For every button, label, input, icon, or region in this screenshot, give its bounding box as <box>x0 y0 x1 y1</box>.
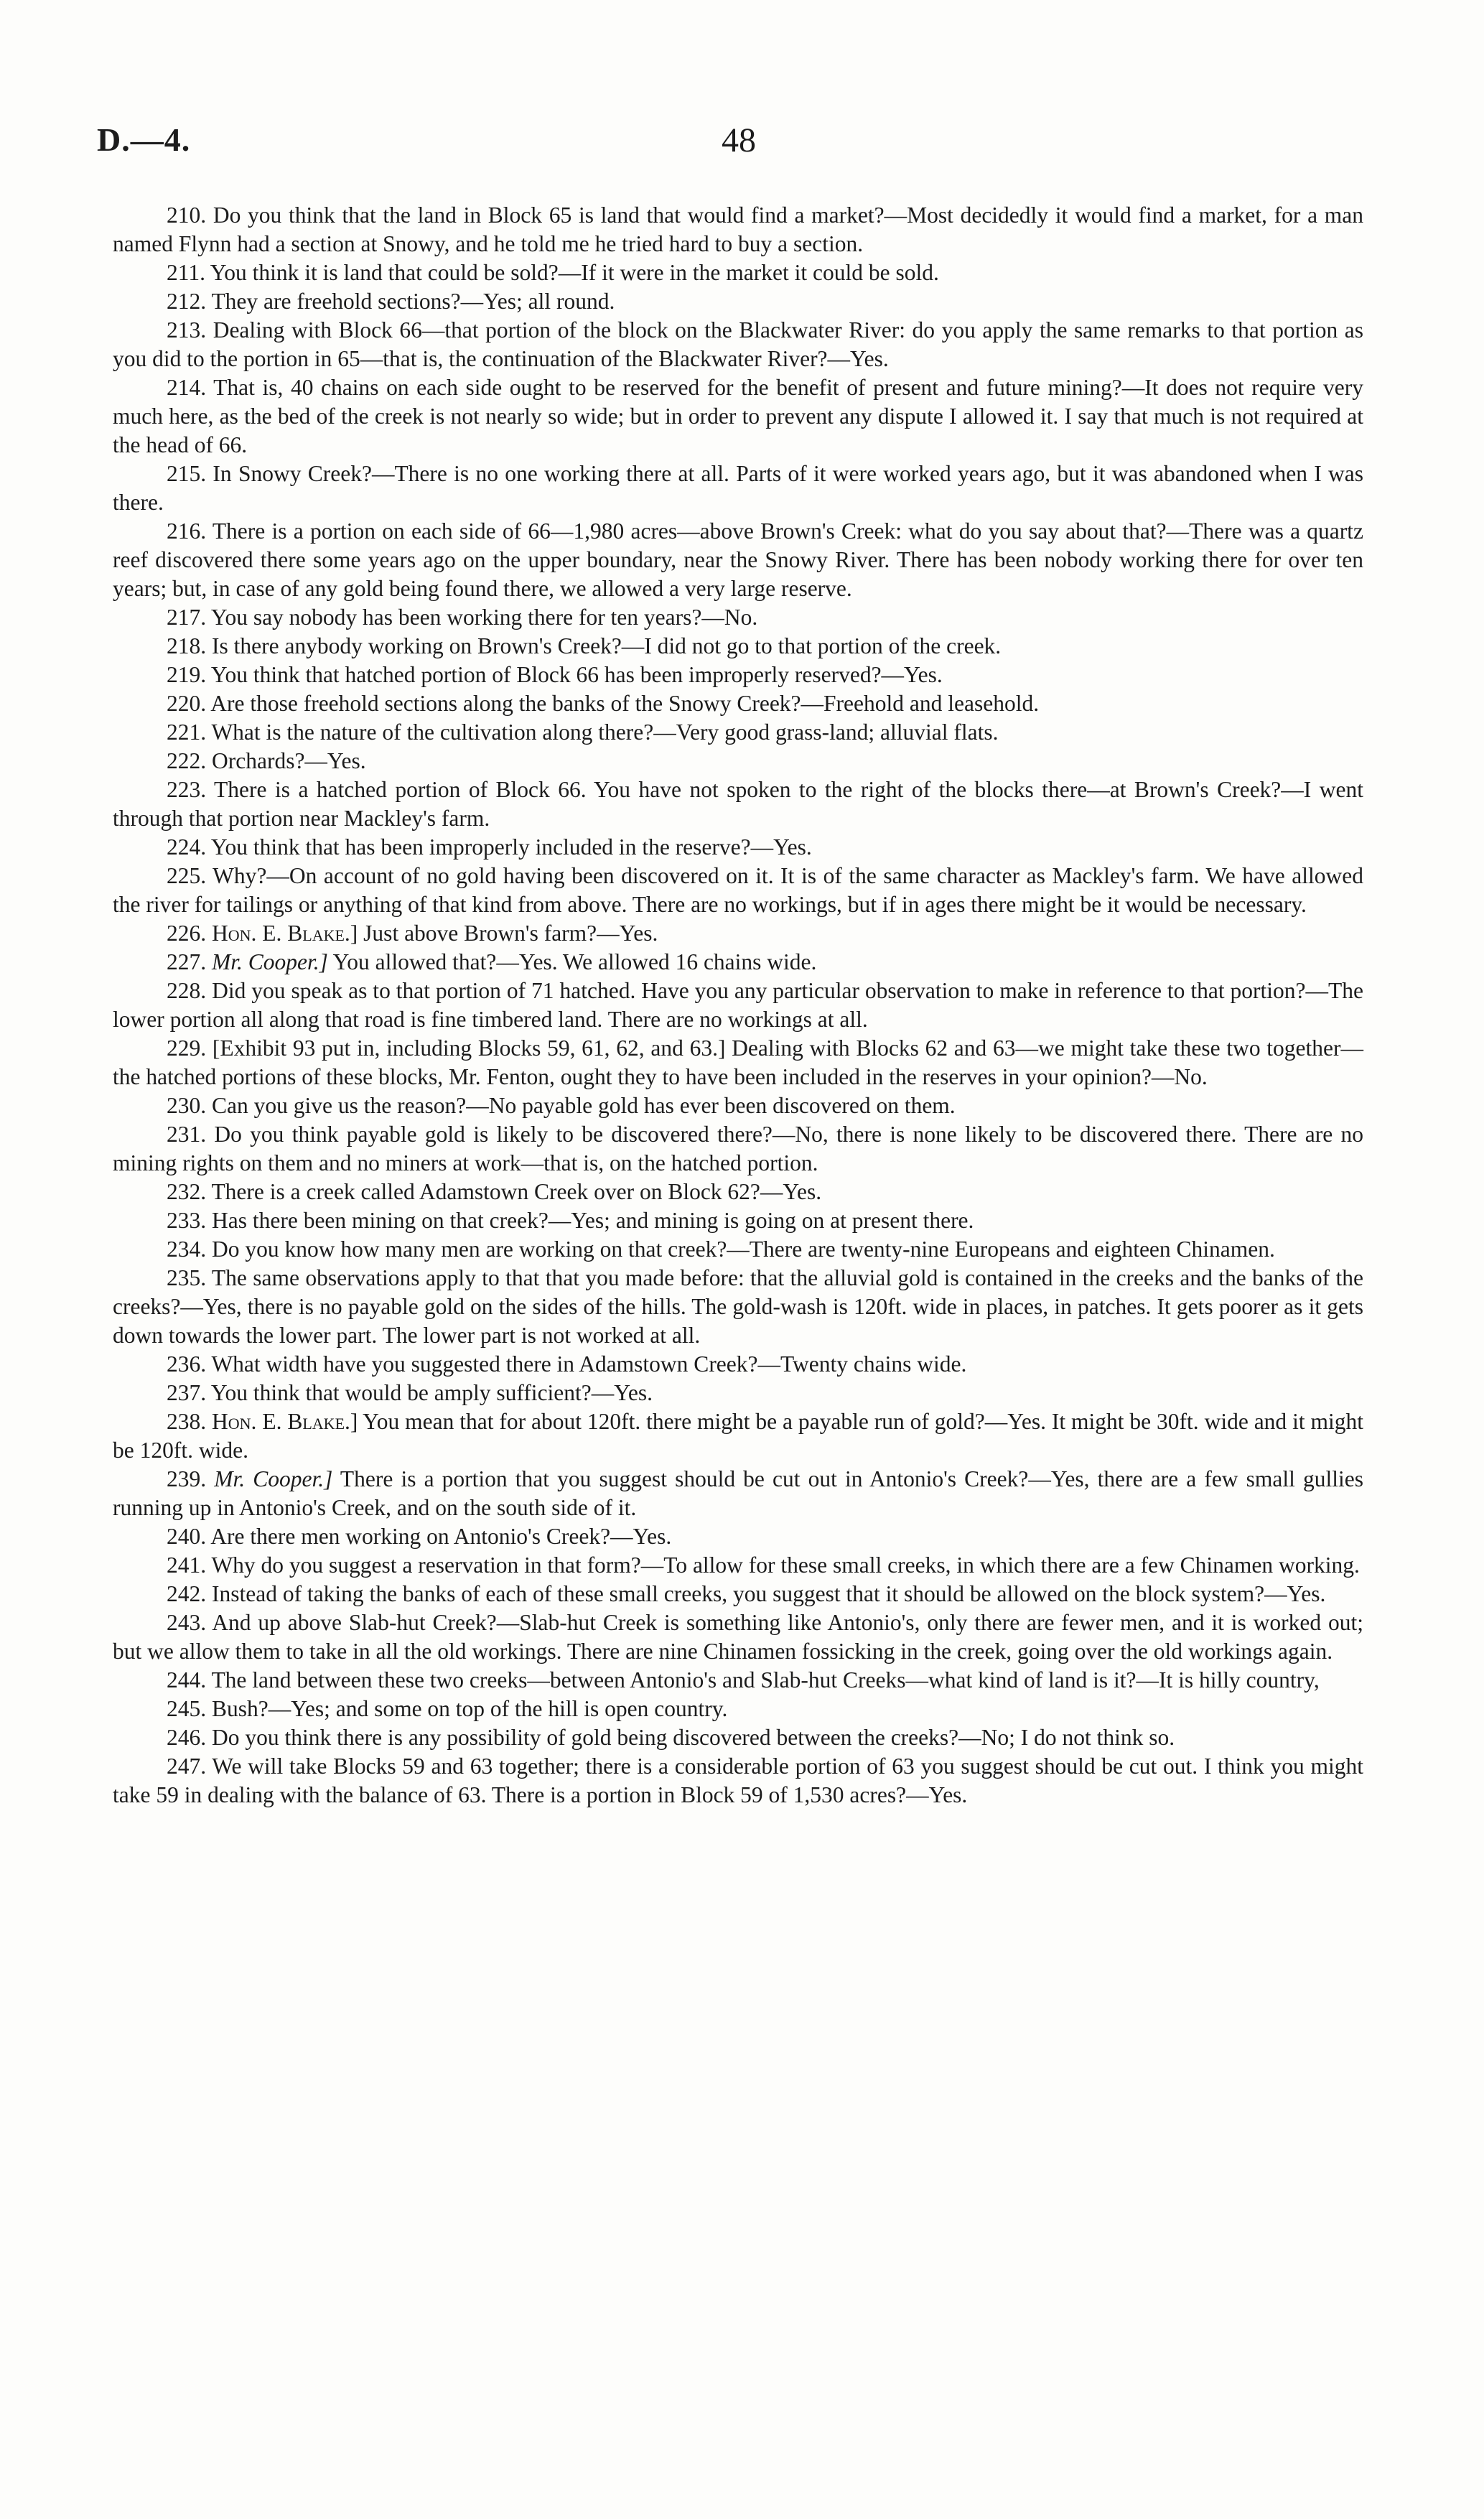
question-answer-text: Why?—On account of no gold having been discovered on it. It is of the same character as Mackley's farm. We have allowed the river for tailings or anything of that kind from above. There are no workings, but if in ages there might be it would be necessary. <box>113 863 1363 917</box>
question-answer-text: There is a hatched portion of Block 66. You have not spoken to the right of the blocks there—at Brown's Creek?—I went through that portion near Mackley's farm. <box>113 777 1363 831</box>
question-answer-text: The same observations apply to that that you made before: that the alluvial gold is contained in the creeks and the banks of the creeks?—Yes, there is no payable gold on the sides of the hills. The gold-wash is 120ft. wide in places, in patches. It gets poorer as it gets down towards the lower part. The lower part is not worked at all. <box>113 1265 1363 1348</box>
testimony-paragraph <box>113 1723 1363 1752</box>
testimony-paragraph <box>113 718 1363 747</box>
testimony-paragraph <box>113 201 1363 259</box>
question-number: 216. <box>167 518 207 544</box>
testimony-paragraph <box>113 1522 1363 1551</box>
testimony-paragraph <box>113 373 1363 460</box>
page-number: 48 <box>722 121 756 159</box>
question-number: 239. <box>167 1466 207 1491</box>
question-number: 210. <box>167 202 207 228</box>
question-number: 226. <box>167 921 207 946</box>
question-answer-text: Is there anybody working on Brown's Creek?—I did not go to that portion of the creek. <box>212 633 1002 658</box>
speaker-label: Hon. E. Blake.] <box>212 921 358 946</box>
testimony-paragraph <box>113 1178 1363 1206</box>
testimony-paragraph <box>113 1551 1363 1580</box>
testimony-paragraph <box>113 517 1363 603</box>
question-number: 243. <box>167 1610 207 1635</box>
question-number: 233. <box>167 1208 207 1233</box>
question-answer-text: You think that would be amply sufficient?—Yes. <box>210 1380 653 1405</box>
testimony-paragraph <box>113 1350 1363 1379</box>
question-number: 231. <box>167 1122 207 1147</box>
question-number: 221. <box>167 720 207 745</box>
question-answer-text: You think that has been improperly included in the reserve?—Yes. <box>210 834 812 860</box>
testimony-paragraph <box>113 1465 1363 1522</box>
testimony-paragraph <box>113 1034 1363 1091</box>
question-answer-text: Bush?—Yes; and some on top of the hill is open country. <box>212 1696 728 1721</box>
question-answer-text: You allowed that?—Yes. We allowed 16 chains wide. <box>332 949 817 974</box>
question-number: 246. <box>167 1725 207 1750</box>
question-answer-text: Did you speak as to that portion of 71 hatched. Have you any particular observation to make in reference to that portion?—The lower portion all along that road is fine timbered land. There are no workings at all. <box>113 978 1363 1032</box>
question-answer-text: And up above Slab-hut Creek?—Slab-hut Creek is something like Antonio's, only there are fewer men, and it is worked out; but we allow them to take in all the old workings. There are nine Chinamen fossicking in the creek, going over the old workings again. <box>113 1610 1363 1664</box>
question-answer-text: [Exhibit 93 put in, including Blocks 59, 61, 62, and 63.] Dealing with Blocks 62 and 63—we might take these two together—the hatched portions of these blocks, Mr. Fenton, ought they to have been included in the reserves in your opinion?—No. <box>113 1035 1364 1089</box>
question-number: 217. <box>167 605 207 630</box>
question-number: 245. <box>167 1696 207 1721</box>
question-answer-text: You say nobody has been working there for ten years?—No. <box>210 605 758 630</box>
question-answer-text: You mean that for about 120ft. there might be a payable run of gold?—Yes. It might be 30ft. wide and it might be 120ft. wide. <box>113 1409 1363 1463</box>
question-number: 236. <box>167 1351 207 1377</box>
question-answer-text: Why do you suggest a reservation in that form?—To allow for these small creeks, in which there are a few Chinamen working. <box>211 1552 1360 1578</box>
testimony-paragraph <box>113 948 1363 977</box>
question-number: 224. <box>167 834 207 860</box>
speaker-label: Mr. Cooper.] <box>212 949 328 974</box>
testimony-paragraph <box>113 287 1363 316</box>
document-reference: D.—4. <box>97 121 191 158</box>
question-answer-text: Do you think that the land in Block 65 is land that would find a market?—Most decidedly it would find a market, for a man named Flynn had a section at Snowy, and he told me he tried hard to buy a section. <box>113 202 1363 256</box>
question-answer-text: Dealing with Block 66—that portion of the block on the Blackwater River: do you apply the same remarks to that portion as you did to the portion in 65—that is, the continuation of the Blackwater River?—Yes. <box>113 317 1364 371</box>
question-answer-text: In Snowy Creek?—There is no one working there at all. Parts of it were worked years ago, but it was abandoned when I was there. <box>113 461 1364 515</box>
question-number: 211. <box>167 260 205 285</box>
testimony-paragraph <box>113 1407 1363 1465</box>
question-number: 213. <box>167 317 207 343</box>
testimony-paragraph <box>113 1264 1363 1350</box>
page-header <box>97 121 1361 171</box>
testimony-paragraph <box>113 460 1363 517</box>
question-answer-text: You think it is land that could be sold?—If it were in the market it could be sold. <box>210 260 939 285</box>
question-number: 219. <box>167 662 207 687</box>
question-number: 227. <box>167 949 207 974</box>
question-answer-text: Do you know how many men are working on that creek?—There are twenty-nine Europeans and eighteen Chinamen. <box>212 1237 1275 1262</box>
speaker-label: Mr. Cooper.] <box>214 1466 333 1491</box>
question-answer-text: Can you give us the reason?—No payable gold has ever been discovered on them. <box>212 1093 956 1118</box>
testimony-paragraph <box>113 747 1363 776</box>
question-answer-text: Has there been mining on that creek?—Yes; and mining is going on at present there. <box>212 1208 974 1233</box>
testimony-paragraph <box>113 1206 1363 1235</box>
question-answer-text: The land between these two creeks—between Antonio's and Slab-hut Creeks—what kind of land is it?—It is hilly country, <box>211 1667 1320 1692</box>
question-answer-text: Just above Brown's farm?—Yes. <box>363 921 658 946</box>
testimony-paragraph <box>113 1235 1363 1264</box>
question-number: 247. <box>167 1754 207 1779</box>
question-number: 229. <box>167 1035 207 1061</box>
question-number: 240. <box>167 1524 207 1549</box>
question-answer-text: There is a creek called Adamstown Creek over on Block 62?—Yes. <box>211 1179 822 1204</box>
testimony-paragraph <box>113 316 1363 373</box>
question-number: 223. <box>167 777 207 802</box>
question-number: 235. <box>167 1265 207 1290</box>
question-answer-text: Are there men working on Antonio's Creek?—Yes. <box>210 1524 672 1549</box>
question-number: 218. <box>167 633 207 658</box>
question-answer-text: There is a portion on each side of 66—1,980 acres—above Brown's Creek: what do you say about that?—There was a quartz reef discovered there some years ago on the upper boundary, near the Snowy River. There has been nobody working there for over ten years; but, in case of any gold being found there, we allowed a very large reserve. <box>113 518 1363 601</box>
question-number: 214. <box>167 375 207 400</box>
testimony-paragraph <box>113 833 1363 862</box>
testimony-paragraph <box>113 1379 1363 1407</box>
question-number: 220. <box>167 691 207 716</box>
testimony-paragraph <box>113 603 1363 632</box>
question-answer-text: We will take Blocks 59 and 63 together; there is a considerable portion of 63 you suggest should be cut out. I think you might take 59 in dealing with the balance of 63. There is a portion in Block 59 of 1,530 acres?—Yes. <box>113 1754 1363 1807</box>
testimony-paragraph <box>113 862 1363 919</box>
testimony-paragraph <box>113 632 1363 661</box>
question-number: 234. <box>167 1237 207 1262</box>
question-number: 225. <box>167 863 207 888</box>
question-answer-text: They are freehold sections?—Yes; all round. <box>211 289 615 314</box>
question-number: 222. <box>167 748 207 773</box>
testimony-paragraph <box>113 1120 1363 1178</box>
question-number: 241. <box>167 1552 207 1578</box>
testimony-paragraph <box>113 776 1363 833</box>
question-answer-text: What width have you suggested there in Adamstown Creek?—Twenty chains wide. <box>211 1351 967 1377</box>
testimony-paragraph <box>113 661 1363 689</box>
question-answer-text: There is a portion that you suggest should be cut out in Antonio's Creek?—Yes, there are a few small gullies running up in Antonio's Creek, and on the south side of it. <box>113 1466 1364 1520</box>
question-answer-text: Do you think payable gold is likely to be discovered there?—No, there is none likely to be discovered there. There are no mining rights on them and no miners at work—that is, on the hatched portion. <box>113 1122 1364 1175</box>
question-number: 212. <box>167 289 207 314</box>
question-number: 215. <box>167 461 207 486</box>
question-answer-text: What is the nature of the cultivation along there?—Very good grass-land; alluvial flats. <box>211 720 999 745</box>
testimony-paragraph <box>113 689 1363 718</box>
question-answer-text: That is, 40 chains on each side ought to be reserved for the benefit of present and future mining?—It does not require very much here, as the bed of the creek is not nearly so wide; but in order to prevent any dispute I allowed it. I say that much is not required at the head of 66. <box>113 375 1363 457</box>
testimony-paragraph <box>113 1695 1363 1723</box>
testimony-paragraph <box>113 977 1363 1034</box>
question-answer-text: Orchards?—Yes. <box>212 748 366 773</box>
testimony-paragraph <box>113 1580 1363 1608</box>
question-answer-text: Do you think there is any possibility of gold being discovered between the creeks?—No; I do not think so. <box>212 1725 1175 1750</box>
testimony-paragraph <box>113 919 1363 948</box>
testimony-paragraph <box>113 1752 1363 1810</box>
question-number: 232. <box>167 1179 207 1204</box>
testimony-paragraph <box>113 259 1363 287</box>
question-answer-text: Instead of taking the banks of each of these small creeks, you suggest that it should be allowed on the block system?—Yes. <box>212 1581 1326 1606</box>
speaker-label: Hon. E. Blake.] <box>212 1409 358 1434</box>
question-answer-text: Are those freehold sections along the banks of the Snowy Creek?—Freehold and leasehold. <box>210 691 1040 716</box>
question-number: 230. <box>167 1093 207 1118</box>
question-number: 242. <box>167 1581 207 1606</box>
question-number: 237. <box>167 1380 207 1405</box>
question-number: 228. <box>167 978 207 1003</box>
testimony-paragraph <box>113 1608 1363 1666</box>
question-number: 244. <box>167 1667 207 1692</box>
testimony-paragraph <box>113 1666 1363 1695</box>
question-number: 238. <box>167 1409 207 1434</box>
testimony-paragraph <box>113 1091 1363 1120</box>
question-answer-text: You think that hatched portion of Block 66 has been improperly reserved?—Yes. <box>210 662 943 687</box>
testimony-body <box>113 201 1363 1810</box>
